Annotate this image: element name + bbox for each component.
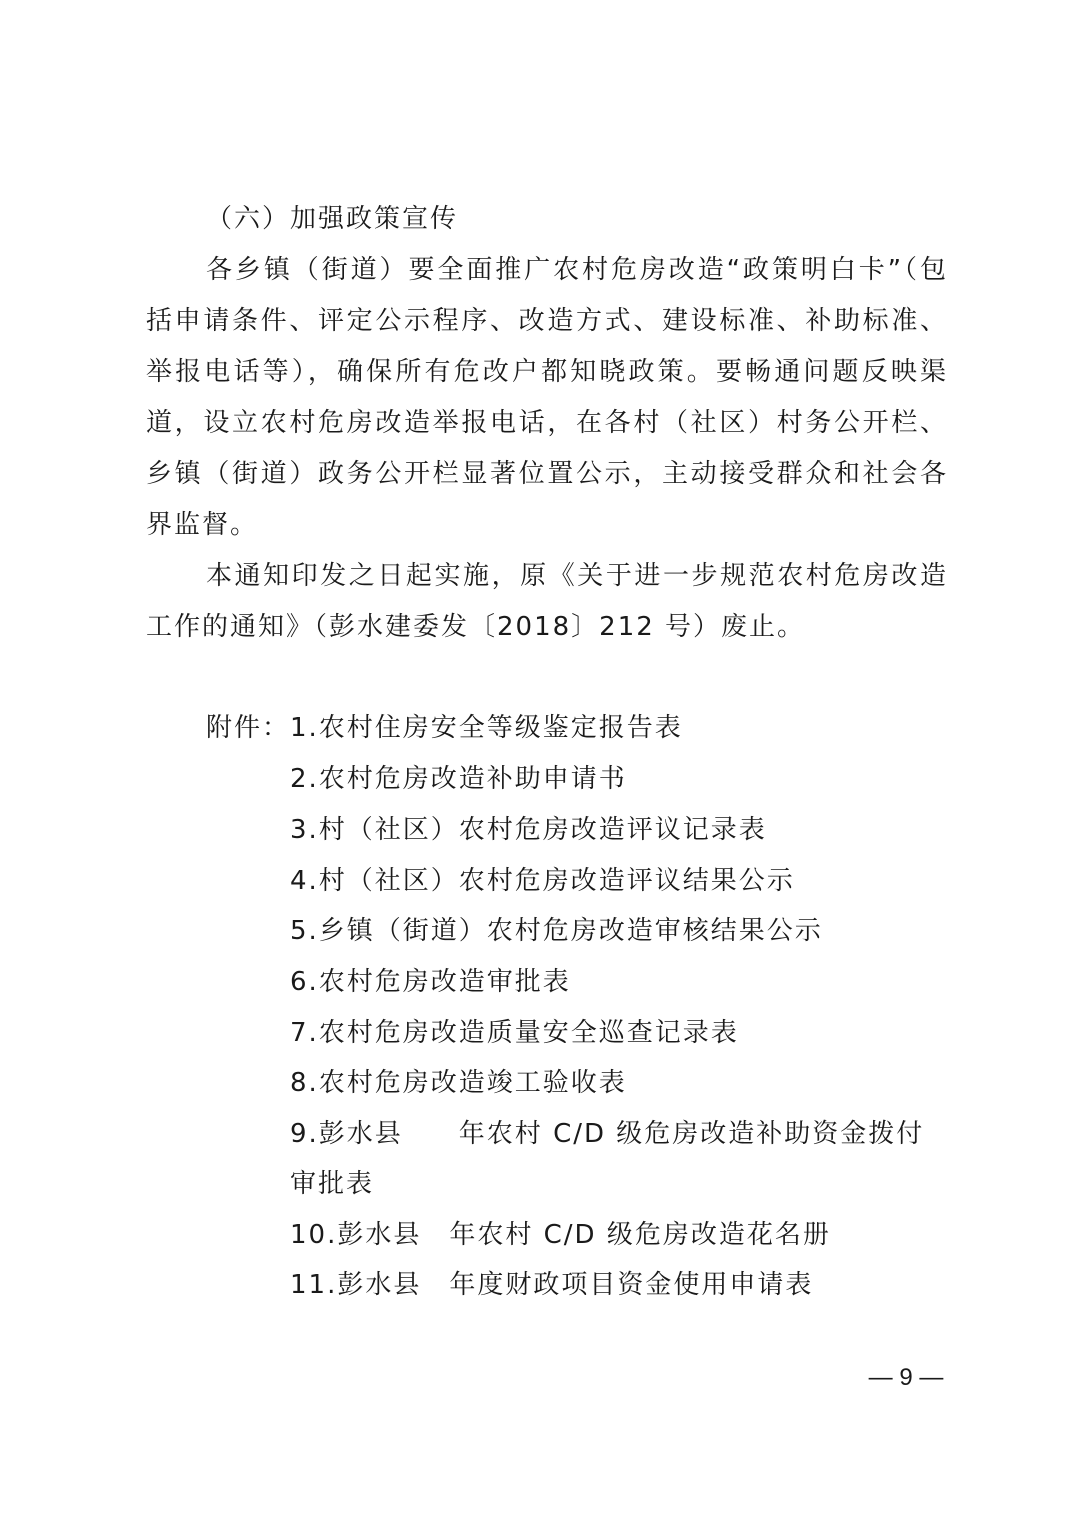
paragraph-line: 本通知印发之日起实施，原《关于进一步规范农村危房改造 (206, 561, 946, 591)
attachment-item: 6.农村危房改造审批表 (290, 967, 571, 997)
section-heading: （六）加强政策宣传 (206, 204, 459, 234)
paragraph-line: 工作的通知》（彭水建委发〔2018〕212 号）废止。 (146, 612, 806, 642)
attachment-item: 10.彭水县 年农村 C/D 级危房改造花名册 (290, 1220, 831, 1250)
attachment-item: 2.农村危房改造补助申请书 (290, 764, 627, 794)
paragraph-line: 各乡镇（街道）要全面推广农村危房改造“政策明白卡”（包 (206, 255, 946, 285)
attachments-label: 附件： (206, 713, 291, 743)
paragraph-line: 举报电话等），确保所有危改户都知晓政策。要畅通问题反映渠 (146, 357, 946, 387)
attachment-item: 4.村（社区）农村危房改造评议结果公示 (290, 866, 795, 896)
attachment-item-continuation: 审批表 (290, 1169, 375, 1199)
attachment-item: 3.村（社区）农村危房改造评议记录表 (290, 815, 767, 845)
attachment-item: 11.彭水县 年度财政项目资金使用申请表 (290, 1270, 814, 1300)
attachment-item: 8.农村危房改造竣工验收表 (290, 1068, 627, 1098)
attachment-item: 9.彭水县 年农村 C/D 级危房改造补助资金拨付 (290, 1119, 925, 1149)
paragraph-line: 括申请条件、评定公示程序、改造方式、建设标准、补助标准、 (146, 306, 946, 336)
attachment-item: 1.农村住房安全等级鉴定报告表 (290, 713, 683, 743)
page-number: — 9 — (868, 1364, 944, 1391)
paragraph-line: 乡镇（街道）政务公开栏显著位置公示，主动接受群众和社会各 (146, 459, 946, 489)
paragraph-line: 界监督。 (146, 510, 259, 540)
attachment-item: 5.乡镇（街道）农村危房改造审核结果公示 (290, 916, 823, 946)
paragraph-line: 道，设立农村危房改造举报电话，在各村（社区）村务公开栏、 (146, 408, 946, 438)
attachment-item: 7.农村危房改造质量安全巡查记录表 (290, 1018, 739, 1048)
